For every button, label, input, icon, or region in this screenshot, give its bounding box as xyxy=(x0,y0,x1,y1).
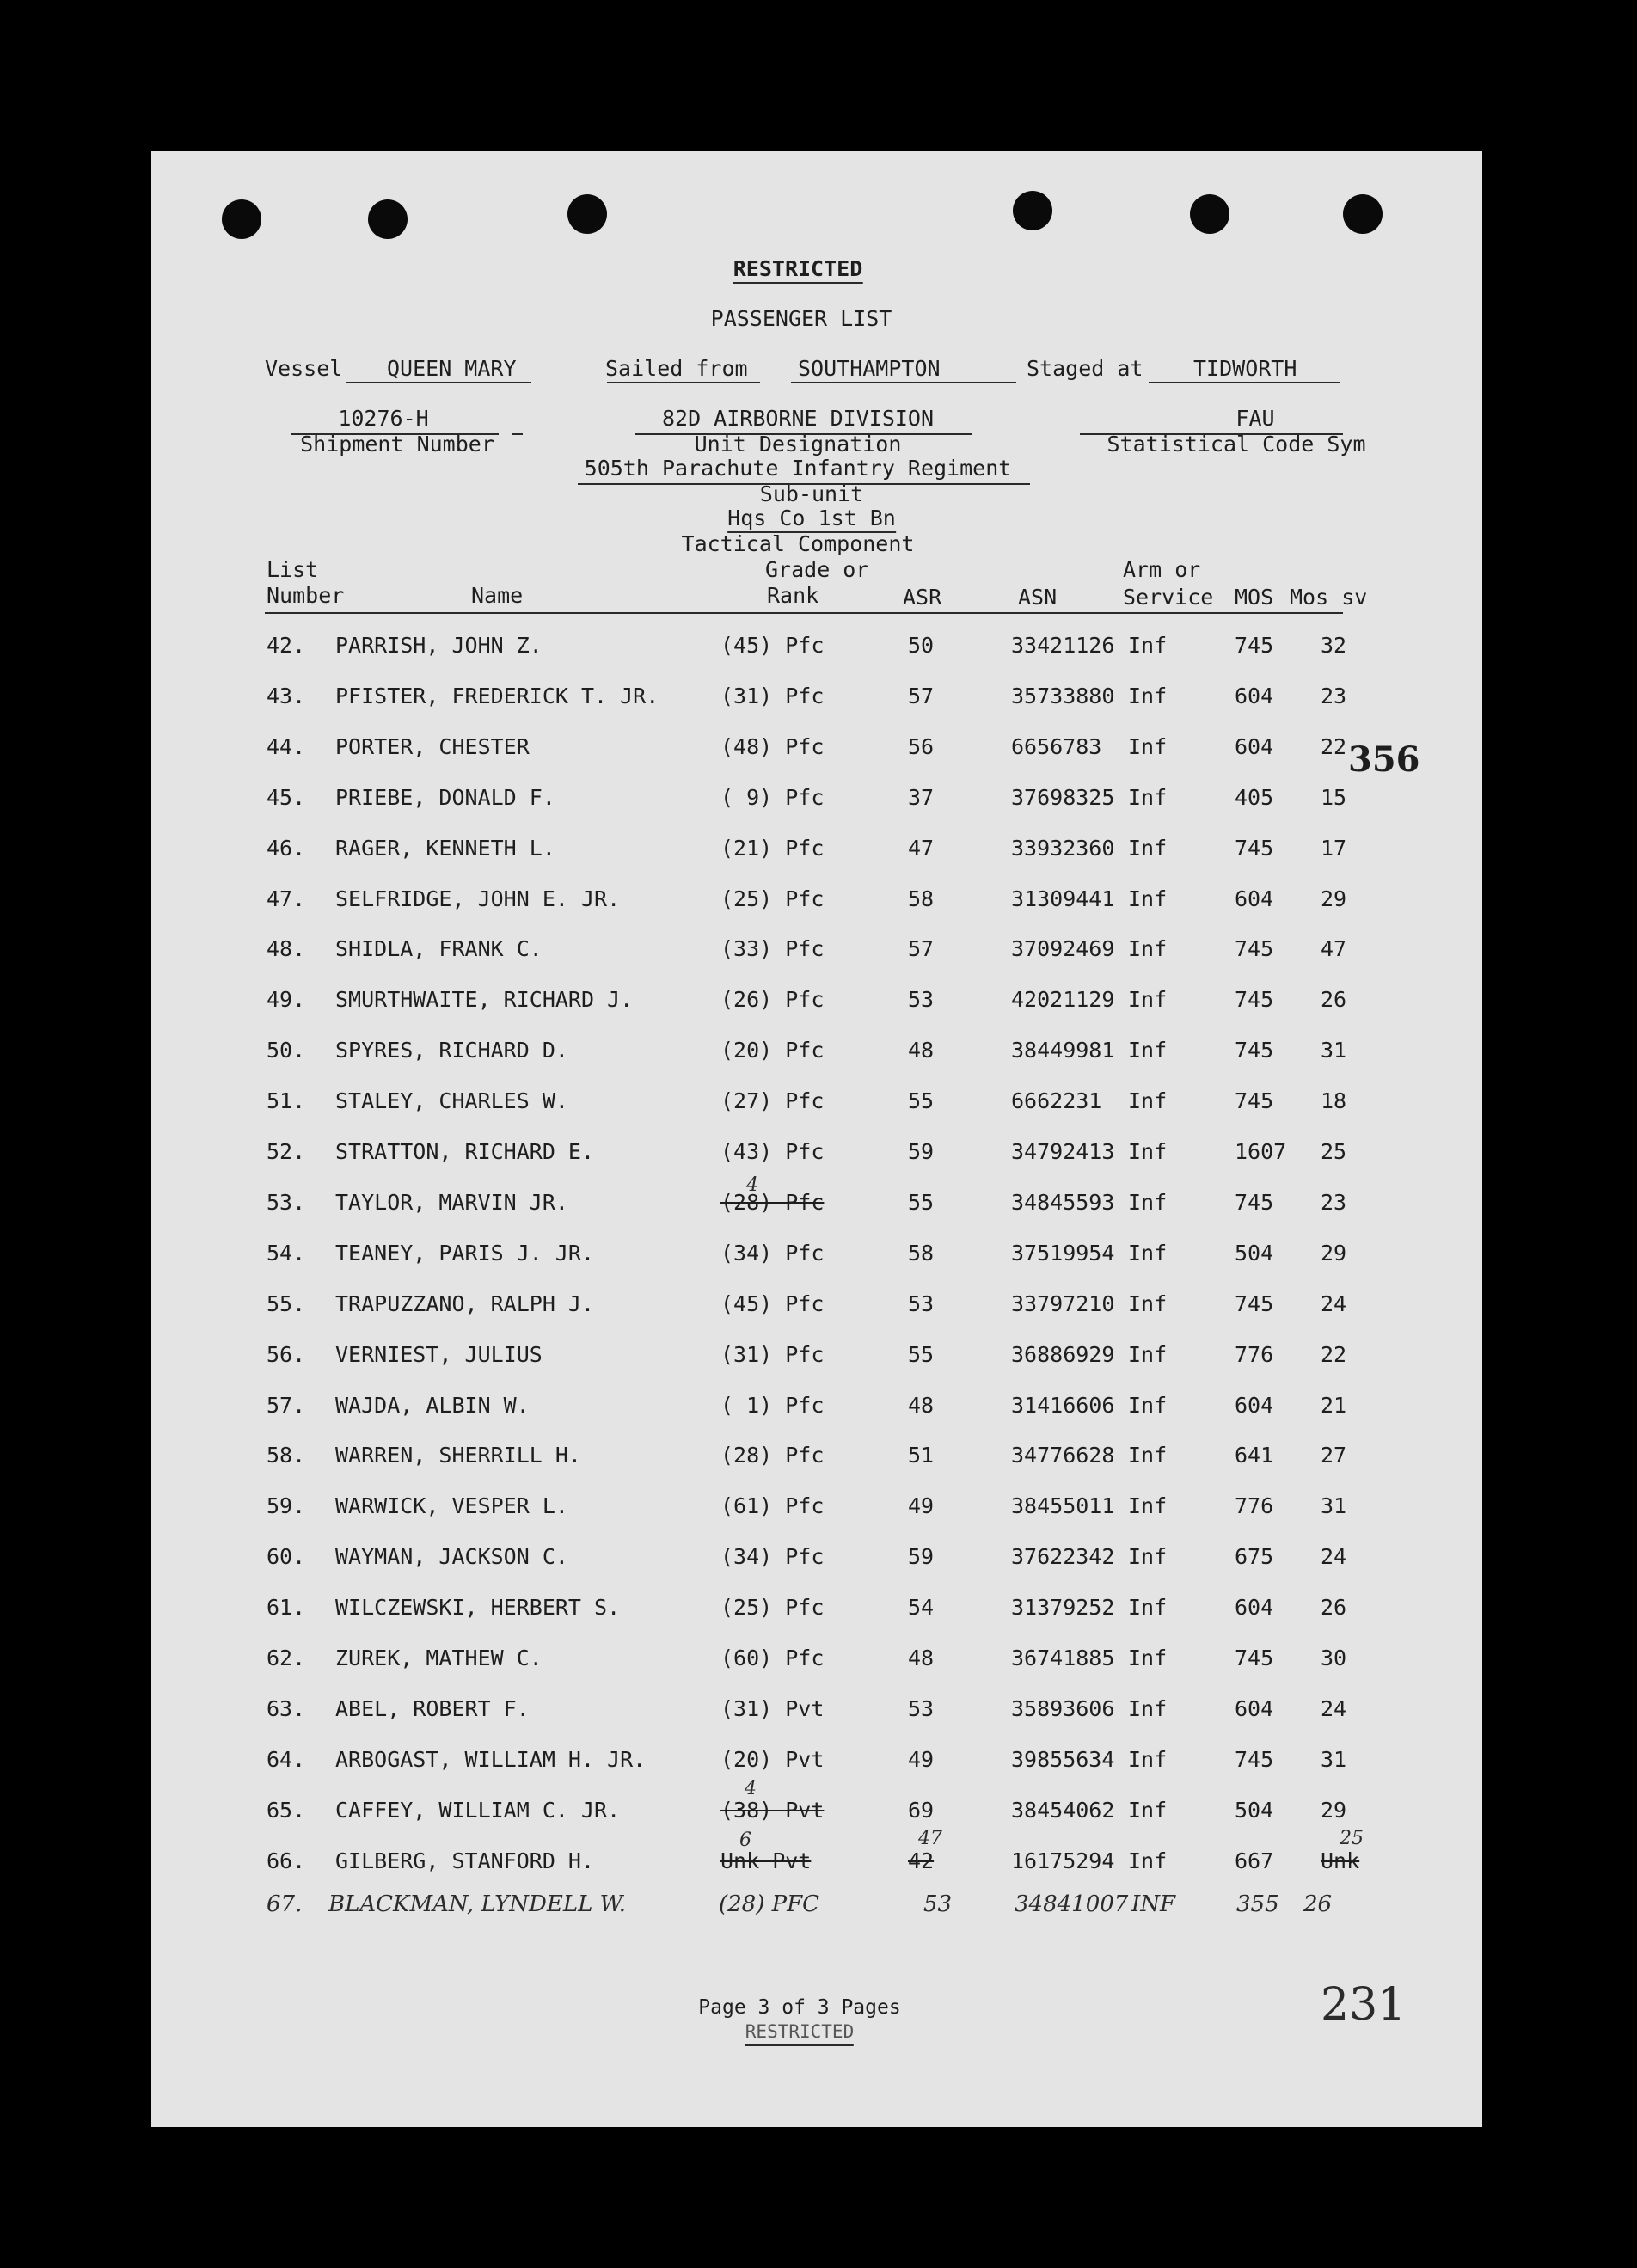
row-grade: (28) Pfc xyxy=(720,1189,825,1215)
subunit-label: Sub-unit xyxy=(759,481,864,506)
punch-hole xyxy=(1190,194,1229,234)
row-number: 55. xyxy=(267,1290,306,1316)
row-sv: 22 xyxy=(1321,1341,1347,1367)
row-asn: 39855634 xyxy=(1011,1746,1115,1772)
row-arm: Inf xyxy=(1128,1290,1168,1316)
row-sv: 21 xyxy=(1321,1392,1347,1418)
correction-row66-grade: 6 xyxy=(739,1830,751,1851)
row-grade: (45) Pfc xyxy=(720,633,825,658)
row-mos: 745 xyxy=(1235,1646,1274,1670)
row-arm: Inf xyxy=(1128,1848,1168,1873)
row-name: ABEL, ROBERT F. xyxy=(335,1695,530,1721)
row-asr: 47 xyxy=(908,835,935,861)
sailed-value: SOUTHAMPTON xyxy=(798,356,941,381)
row-sv: 26 xyxy=(1321,1595,1347,1621)
row-arm: Inf xyxy=(1128,1695,1168,1721)
row-name: ARBOGAST, WILLIAM H. JR. xyxy=(335,1746,647,1772)
row-grade: (60) Pfc xyxy=(720,1646,825,1670)
row-asn: 31309441 xyxy=(1011,886,1115,911)
row-grade: (31) Pvt xyxy=(720,1695,825,1721)
hw-row-mos: 355 xyxy=(1236,1891,1279,1917)
row-asr: 57 xyxy=(908,936,935,962)
subunit-value: 505th Parachute Infantry Regiment xyxy=(584,456,1012,481)
correction-row53-grade: 4 xyxy=(746,1174,758,1196)
row-grade: Unk Pvt xyxy=(720,1848,812,1873)
row-mos: 604 xyxy=(1235,1595,1274,1621)
row-name: TAYLOR, MARVIN JR. xyxy=(335,1189,568,1215)
restricted-heading: RESTRICTED xyxy=(733,256,863,284)
row-arm: Inf xyxy=(1128,1341,1168,1367)
row-asn: 33932360 xyxy=(1011,835,1115,861)
row-number: 49. xyxy=(267,987,306,1013)
row-number: 63. xyxy=(267,1695,306,1721)
row-number: 64. xyxy=(267,1746,306,1772)
row-number: 59. xyxy=(267,1493,306,1519)
row-arm: Inf xyxy=(1128,1443,1168,1468)
table-row xyxy=(151,629,1482,664)
row-mos: 405 xyxy=(1235,784,1274,810)
col-name: Name xyxy=(471,583,524,608)
row-mos: 745 xyxy=(1235,1746,1274,1772)
table-row xyxy=(151,1136,1482,1170)
row-mos: 745 xyxy=(1235,835,1274,861)
row-grade: ( 9) Pfc xyxy=(720,784,825,810)
row-number: 54. xyxy=(267,1240,306,1266)
hw-row-name: BLACKMAN, LYNDELL W. xyxy=(328,1891,627,1917)
row-arm: Inf xyxy=(1128,784,1168,810)
table-row xyxy=(151,1744,1482,1778)
row-arm: Inf xyxy=(1128,1189,1168,1215)
hw-row-asr: 53 xyxy=(923,1891,953,1917)
row-asr: 53 xyxy=(908,1290,935,1316)
row-mos: 745 xyxy=(1235,1189,1274,1215)
punch-hole xyxy=(1343,194,1383,234)
col-asn: ASN xyxy=(1018,585,1058,610)
row-asr: 42 xyxy=(908,1848,935,1873)
footer-restricted: RESTRICTED xyxy=(745,2019,854,2046)
row-name: WARWICK, VESPER L. xyxy=(335,1493,568,1519)
row-grade: (20) Pvt xyxy=(720,1746,825,1772)
row-arm: Inf xyxy=(1128,1088,1168,1114)
shipment-label: Shipment Number xyxy=(300,432,494,457)
row-number: 50. xyxy=(267,1038,306,1064)
correction-row65-grade: 4 xyxy=(745,1778,757,1799)
row-mos: 1607 xyxy=(1235,1139,1287,1164)
row-name: CAFFEY, WILLIAM C. JR. xyxy=(335,1797,621,1823)
row-asn: 36886929 xyxy=(1011,1341,1115,1367)
col-arm-2: Service xyxy=(1123,585,1214,610)
table-row xyxy=(151,883,1482,917)
row-name: SMURTHWAITE, RICHARD J. xyxy=(335,987,634,1013)
row-asr: 53 xyxy=(908,987,935,1013)
tactical-value: Hqs Co 1st Bn xyxy=(727,506,896,533)
row-name: SPYRES, RICHARD D. xyxy=(335,1038,568,1064)
row-name: ZUREK, MATHEW C. xyxy=(335,1646,543,1670)
row-arm: Inf xyxy=(1128,987,1168,1013)
row-grade: (21) Pfc xyxy=(720,835,825,861)
row-arm: Inf xyxy=(1128,1595,1168,1621)
row-sv: 31 xyxy=(1321,1746,1347,1772)
row-number: 48. xyxy=(267,936,306,962)
staged-label: Staged at xyxy=(1027,356,1143,381)
row-grade: ( 1) Pfc xyxy=(720,1392,825,1418)
row-asr: 48 xyxy=(908,1392,935,1418)
table-row xyxy=(151,731,1482,765)
col-mos-sv: Mos sv xyxy=(1290,585,1368,610)
row-mos: 667 xyxy=(1235,1848,1274,1873)
row-mos: 745 xyxy=(1235,987,1274,1013)
unit-value: 82D AIRBORNE DIVISION xyxy=(661,406,935,431)
row-grade: (26) Pfc xyxy=(720,987,825,1013)
row-asr: 59 xyxy=(908,1139,935,1164)
row-asr: 48 xyxy=(908,1038,935,1064)
col-list-number-2: Number xyxy=(267,583,345,608)
sailed-label: Sailed from xyxy=(605,356,748,381)
row-mos: 604 xyxy=(1235,733,1274,759)
hw-row-asn: 34841007 xyxy=(1015,1891,1129,1917)
row-asr: 56 xyxy=(908,733,935,759)
row-asr: 48 xyxy=(908,1646,935,1670)
row-asr: 49 xyxy=(908,1493,935,1519)
row-arm: Inf xyxy=(1128,1392,1168,1418)
table-row xyxy=(151,1186,1482,1221)
hw-row-number: 67. xyxy=(267,1891,303,1917)
row-asr: 51 xyxy=(908,1443,935,1468)
row-arm: Inf xyxy=(1128,936,1168,962)
row-name: PRIEBE, DONALD F. xyxy=(335,784,555,810)
correction-row66-sv: 25 xyxy=(1340,1828,1364,1849)
row-grade: (48) Pfc xyxy=(720,733,825,759)
table-row xyxy=(151,1339,1482,1373)
table-row xyxy=(151,832,1482,867)
table-row xyxy=(151,1541,1482,1575)
row-grade: (25) Pfc xyxy=(720,1595,825,1621)
row-name: WILCZEWSKI, HERBERT S. xyxy=(335,1595,621,1621)
row-sv: 24 xyxy=(1321,1544,1347,1570)
row-number: 66. xyxy=(267,1848,306,1873)
punch-hole xyxy=(1013,191,1052,230)
table-row xyxy=(151,1794,1482,1829)
row-arm: Inf xyxy=(1128,1493,1168,1519)
correction-row66-asr: 47 xyxy=(918,1828,942,1849)
row-sv: 29 xyxy=(1321,886,1347,911)
row-asr: 53 xyxy=(908,1695,935,1721)
row-number: 62. xyxy=(267,1646,306,1670)
table-row xyxy=(151,1085,1482,1119)
row-number: 43. xyxy=(267,683,306,708)
row-mos: 604 xyxy=(1235,1392,1274,1418)
row-asr: 50 xyxy=(908,633,935,658)
row-asn: 42021129 xyxy=(1011,987,1115,1013)
table-row xyxy=(151,1845,1482,1879)
row-name: PFISTER, FREDERICK T. JR. xyxy=(335,683,659,708)
table-row xyxy=(151,1591,1482,1626)
row-asn: 35893606 xyxy=(1011,1695,1115,1721)
stat-code-value: FAU xyxy=(1235,406,1275,431)
vessel-value: QUEEN MARY xyxy=(387,356,517,381)
row-mos: 604 xyxy=(1235,1695,1274,1721)
shipment-number: 10276-H xyxy=(338,406,429,431)
row-asn: 34776628 xyxy=(1011,1443,1115,1468)
row-asr: 58 xyxy=(908,1240,935,1266)
row-name: WARREN, SHERRILL H. xyxy=(335,1443,581,1468)
row-name: SELFRIDGE, JOHN E. JR. xyxy=(335,886,621,911)
row-number: 56. xyxy=(267,1341,306,1367)
row-number: 58. xyxy=(267,1443,306,1468)
table-row xyxy=(151,1693,1482,1727)
hw-row-grade: (28) PFC xyxy=(719,1891,820,1917)
row-mos: 745 xyxy=(1235,1290,1274,1316)
table-row xyxy=(151,1642,1482,1676)
row-asr: 57 xyxy=(908,683,935,708)
row-asn: 34845593 xyxy=(1011,1189,1115,1215)
row-arm: Inf xyxy=(1128,733,1168,759)
row-sv: Unk xyxy=(1321,1848,1360,1873)
col-grade: Grade or xyxy=(765,557,869,582)
row-name: GILBERG, STANFORD H. xyxy=(335,1848,595,1873)
table-row xyxy=(151,1439,1482,1474)
row-name: TRAPUZZANO, RALPH J. xyxy=(335,1290,595,1316)
row-mos: 745 xyxy=(1235,1038,1274,1064)
row-arm: Inf xyxy=(1128,683,1168,708)
row-number: 47. xyxy=(267,886,306,911)
row-asn: 38455011 xyxy=(1011,1493,1115,1519)
row-sv: 47 xyxy=(1321,936,1347,962)
row-sv: 23 xyxy=(1321,1189,1347,1215)
row-sv: 31 xyxy=(1321,1493,1347,1519)
punch-hole xyxy=(222,199,261,239)
row-mos: 604 xyxy=(1235,683,1274,708)
row-asn: 31379252 xyxy=(1011,1595,1115,1621)
row-grade: (27) Pfc xyxy=(720,1088,825,1114)
page-indicator: Page 3 of 3 Pages xyxy=(698,1996,901,2019)
row-name: VERNIEST, JULIUS xyxy=(335,1341,543,1367)
row-sv: 29 xyxy=(1321,1797,1347,1823)
row-name: WAYMAN, JACKSON C. xyxy=(335,1544,568,1570)
row-asn: 38454062 xyxy=(1011,1797,1115,1823)
row-grade: (34) Pfc xyxy=(720,1240,825,1266)
row-asn: 38449981 xyxy=(1011,1038,1115,1064)
table-row xyxy=(151,933,1482,967)
row-mos: 745 xyxy=(1235,936,1274,962)
row-sv: 17 xyxy=(1321,835,1347,861)
unit-label: Unit Designation xyxy=(694,432,902,457)
row-asn: 37622342 xyxy=(1011,1544,1115,1570)
row-mos: 504 xyxy=(1235,1797,1274,1823)
row-arm: Inf xyxy=(1128,1797,1168,1823)
row-mos: 776 xyxy=(1235,1341,1274,1367)
row-number: 44. xyxy=(267,733,306,759)
row-sv: 29 xyxy=(1321,1240,1347,1266)
handwritten-page-number: 231 xyxy=(1321,1979,1407,2031)
row-number: 53. xyxy=(267,1189,306,1215)
row-asn: 36741885 xyxy=(1011,1646,1115,1670)
staged-value: TIDWORTH xyxy=(1193,356,1297,381)
row-grade: (61) Pfc xyxy=(720,1493,825,1519)
row-grade: (43) Pfc xyxy=(720,1139,825,1164)
row-mos: 776 xyxy=(1235,1493,1274,1519)
row-sv: 24 xyxy=(1321,1695,1347,1721)
col-list-number: List xyxy=(267,557,319,582)
row-grade: (38) Pvt xyxy=(720,1797,825,1823)
row-asr: 55 xyxy=(908,1189,935,1215)
row-number: 45. xyxy=(267,784,306,810)
table-row xyxy=(151,1237,1482,1272)
row-asn: 6656783 xyxy=(1011,733,1102,759)
row-mos: 604 xyxy=(1235,886,1274,911)
row-name: PARRISH, JOHN Z. xyxy=(335,633,543,658)
row-asr: 59 xyxy=(908,1544,935,1570)
row-number: 61. xyxy=(267,1595,306,1621)
row-sv: 31 xyxy=(1321,1038,1347,1064)
row-sv: 26 xyxy=(1321,987,1347,1013)
row-grade: (28) Pfc xyxy=(720,1443,825,1468)
row-number: 65. xyxy=(267,1797,306,1823)
row-arm: Inf xyxy=(1128,633,1168,658)
table-row xyxy=(151,984,1482,1018)
row-sv: 24 xyxy=(1321,1290,1347,1316)
hw-row-arm: INF xyxy=(1131,1891,1176,1917)
table-row xyxy=(151,1288,1482,1322)
row-mos: 745 xyxy=(1235,633,1274,658)
col-grade-2: Rank xyxy=(767,583,819,608)
document-page xyxy=(151,151,1482,2127)
row-asr: 55 xyxy=(908,1088,935,1114)
row-asr: 69 xyxy=(908,1797,935,1823)
row-mos: 675 xyxy=(1235,1544,1274,1570)
table-row xyxy=(151,680,1482,714)
row-name: RAGER, KENNETH L. xyxy=(335,835,555,861)
row-asn: 31416606 xyxy=(1011,1392,1115,1418)
row-grade: (31) Pfc xyxy=(720,1341,825,1367)
row-arm: Inf xyxy=(1128,1646,1168,1670)
table-row xyxy=(151,1490,1482,1524)
vessel-label: Vessel xyxy=(265,356,343,381)
row-sv: 25 xyxy=(1321,1139,1347,1164)
row-arm: Inf xyxy=(1128,1746,1168,1772)
row-name: STRATTON, RICHARD E. xyxy=(335,1139,595,1164)
row-grade: (31) Pfc xyxy=(720,683,825,708)
row-sv: 15 xyxy=(1321,784,1347,810)
row-name: STALEY, CHARLES W. xyxy=(335,1088,568,1114)
table-row xyxy=(151,1389,1482,1424)
row-asn: 37092469 xyxy=(1011,936,1115,962)
table-row xyxy=(151,782,1482,816)
row-grade: (25) Pfc xyxy=(720,886,825,911)
row-mos: 745 xyxy=(1235,1088,1274,1114)
list-title: PASSENGER LIST xyxy=(710,306,892,331)
row-name: TEANEY, PARIS J. JR. xyxy=(335,1240,595,1266)
row-asr: 58 xyxy=(908,886,935,911)
row-asn: 37519954 xyxy=(1011,1240,1115,1266)
row-asn: 34792413 xyxy=(1011,1139,1115,1164)
row-sv: 32 xyxy=(1321,633,1347,658)
row-arm: Inf xyxy=(1128,1139,1168,1164)
row-number: 60. xyxy=(267,1544,306,1570)
row-number: 52. xyxy=(267,1139,306,1164)
col-mos: MOS xyxy=(1235,585,1274,610)
row-name: SHIDLA, FRANK C. xyxy=(335,936,543,962)
row-asn: 33797210 xyxy=(1011,1290,1115,1316)
row-number: 57. xyxy=(267,1392,306,1418)
row-asn: 6662231 xyxy=(1011,1088,1102,1114)
row-asn: 16175294 xyxy=(1011,1848,1115,1873)
tactical-label: Tactical Component xyxy=(681,531,915,556)
table-row xyxy=(151,1034,1482,1069)
row-arm: Inf xyxy=(1128,1038,1168,1064)
row-asr: 55 xyxy=(908,1341,935,1367)
row-mos: 504 xyxy=(1235,1240,1274,1266)
row-arm: Inf xyxy=(1128,886,1168,911)
row-number: 51. xyxy=(267,1088,306,1114)
col-arm: Arm or xyxy=(1123,557,1201,582)
row-grade: (20) Pfc xyxy=(720,1038,825,1064)
row-arm: Inf xyxy=(1128,1544,1168,1570)
row-asr: 54 xyxy=(908,1595,935,1621)
row-sv: 27 xyxy=(1321,1443,1347,1468)
row-sv: 23 xyxy=(1321,683,1347,708)
row-grade: (33) Pfc xyxy=(720,936,825,962)
row-asr: 37 xyxy=(908,784,935,810)
punch-hole xyxy=(567,194,607,234)
row-sv: 22 xyxy=(1321,733,1347,759)
row-asr: 49 xyxy=(908,1746,935,1772)
row-mos: 641 xyxy=(1235,1443,1274,1468)
row-grade: (45) Pfc xyxy=(720,1290,825,1316)
stat-code-label: Statistical Code Sym xyxy=(1107,432,1366,457)
row-number: 46. xyxy=(267,835,306,861)
row-asn: 35733880 xyxy=(1011,683,1115,708)
hw-row-sv: 26 xyxy=(1303,1891,1333,1917)
margin-number: 356 xyxy=(1348,739,1420,780)
row-arm: Inf xyxy=(1128,1240,1168,1266)
row-sv: 30 xyxy=(1321,1646,1347,1670)
punch-hole xyxy=(368,199,408,239)
row-grade: (34) Pfc xyxy=(720,1544,825,1570)
row-asn: 33421126 xyxy=(1011,633,1115,658)
row-arm: Inf xyxy=(1128,835,1168,861)
row-sv: 18 xyxy=(1321,1088,1347,1114)
row-number: 42. xyxy=(267,633,306,658)
col-asr: ASR xyxy=(903,585,942,610)
row-name: WAJDA, ALBIN W. xyxy=(335,1392,530,1418)
row-name: PORTER, CHESTER xyxy=(335,733,530,759)
row-asn: 37698325 xyxy=(1011,784,1115,810)
